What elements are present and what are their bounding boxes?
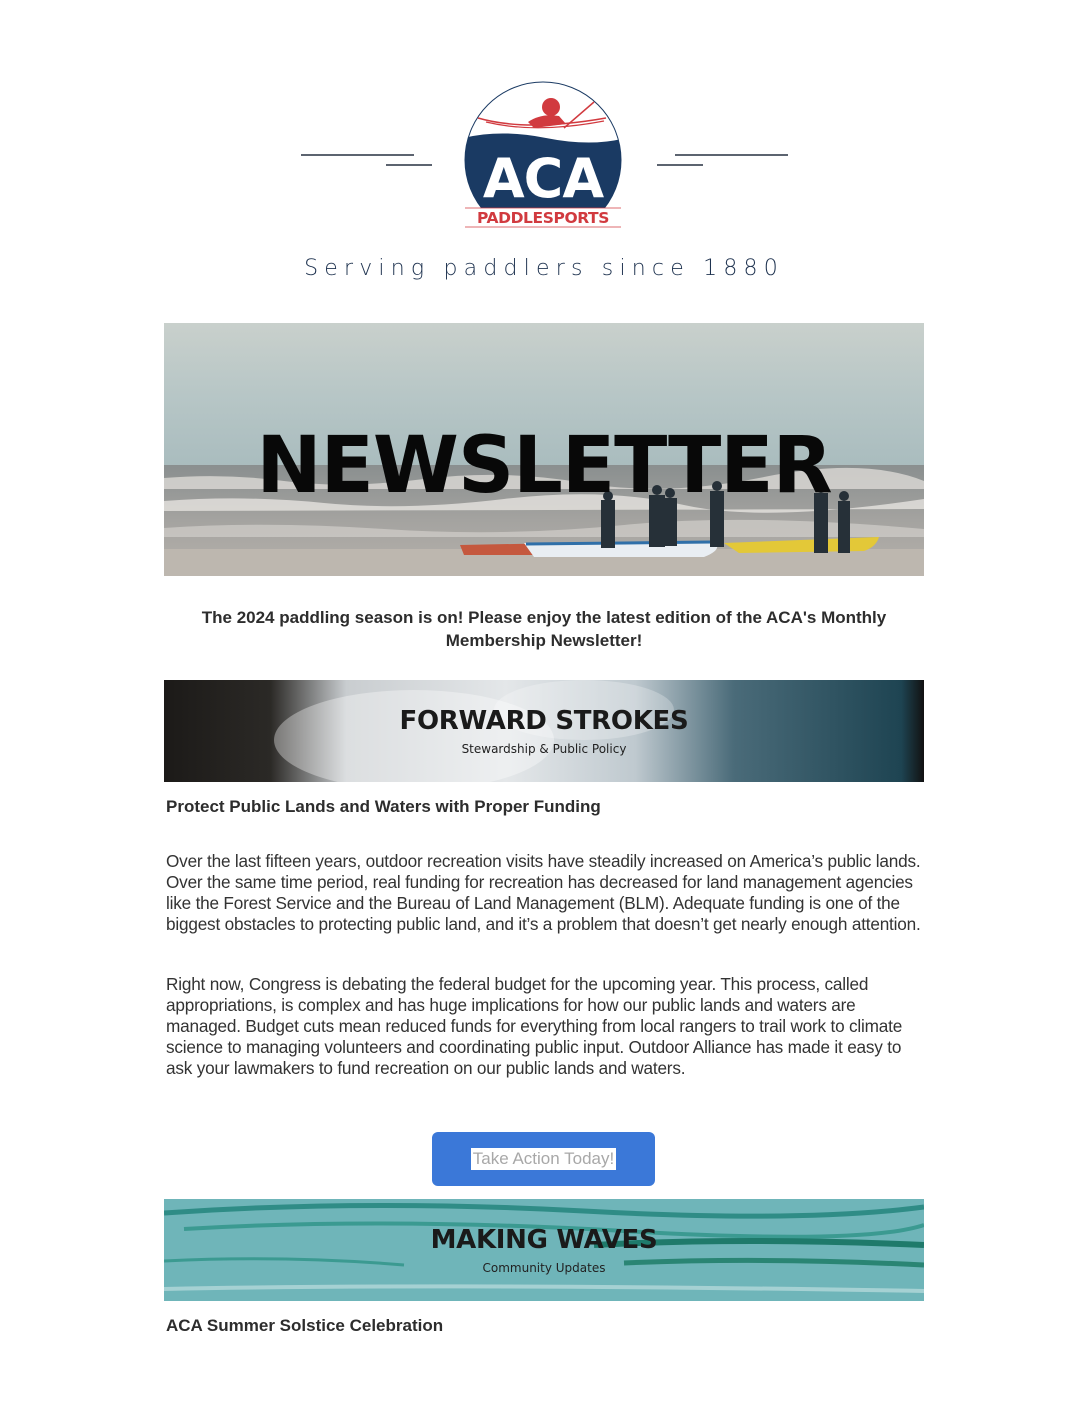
take-action-label: Take Action Today!	[472, 1149, 615, 1168]
aca-paddlesports-logo	[456, 80, 632, 234]
hero-banner-image	[164, 323, 924, 576]
banner-subtitle: Stewardship & Public Policy	[461, 742, 627, 756]
decorative-line	[657, 164, 703, 166]
banner-title: MAKING WAVES	[430, 1225, 658, 1255]
decorative-line	[675, 154, 788, 156]
banner-subtitle: Community Updates	[482, 1261, 606, 1275]
article-paragraph: Over the last fifteen years, outdoor recreation visits have steadily increased on America’s public lands. Over the same time period, real funding for recreation has decreased for land management agencies like the Forest Service and the Bureau of Land Management (BLM). Adequate funding is one of the biggest obstacles to protecting public land, and it’s a problem that doesn’t get nearly enough attention.	[166, 851, 921, 934]
making-waves-banner	[164, 1199, 924, 1301]
logo-subtext: PADDLESPORTS	[476, 209, 610, 227]
intro-text: The 2024 paddling season is on! Please enjoy the latest edition of the ACA's Monthly Membership Newsletter!	[201, 608, 887, 650]
logo-header	[0, 80, 1088, 240]
article-paragraph: Right now, Congress is debating the federal budget for the upcoming year. This process, called appropriations, is complex and has huge implications for how our public lands and waters are managed. Budget cuts mean reduced funds for everything from local rangers to trail work to climate science to managing volunteers and coordinating public input. Outdoor Alliance has made it easy to ask your lawmakers to fund recreation on our public lands and waters.	[166, 974, 903, 1078]
article-heading: ACA Summer Solstice Celebration	[166, 1316, 444, 1335]
logo-aca-text: ACA	[482, 147, 604, 210]
hero-title: NEWSLETTER	[256, 421, 832, 511]
take-action-button[interactable]	[432, 1132, 655, 1186]
forward-strokes-banner	[164, 680, 924, 782]
decorative-line	[386, 164, 432, 166]
tagline: Serving paddlers since 1880	[304, 256, 784, 281]
decorative-line	[301, 154, 414, 156]
banner-title: FORWARD STROKES	[399, 706, 689, 736]
article-heading: Protect Public Lands and Waters with Proper Funding	[166, 797, 601, 816]
